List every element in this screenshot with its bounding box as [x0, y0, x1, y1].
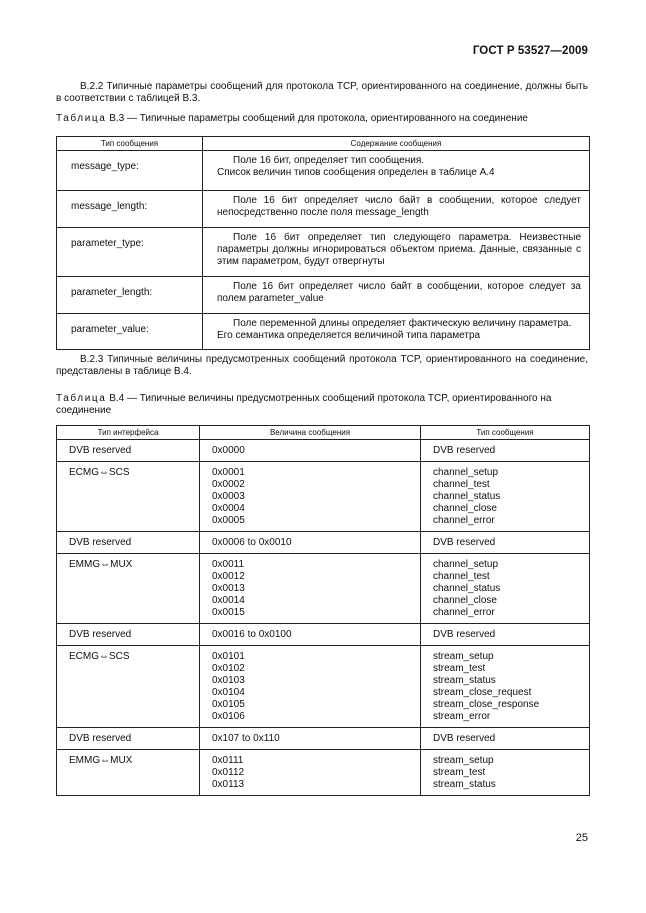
table-b4-body	[57, 440, 590, 796]
message-value-line: 0x0104	[212, 687, 245, 698]
paragraph-b22: В.2.2 Типичные параметры сообщений для протокола TCP, ориентированного на соединение, должны быть в соответствии с таблицей В.3.	[56, 81, 588, 104]
table-row	[57, 624, 590, 646]
message-type-line: channel_close	[433, 595, 497, 606]
message-type-line: channel_close	[433, 503, 497, 514]
message-value-line: 0x0012	[212, 571, 245, 582]
message-value-line: 0x0105	[212, 699, 245, 710]
table-row	[57, 228, 590, 277]
message-type-cell: parameter_length:	[57, 277, 203, 314]
table-row	[57, 314, 590, 350]
description-line: Список величин типов сообщения определен в таблице А.4	[217, 167, 495, 178]
message-value-line: 0x0113	[212, 779, 245, 790]
message-value-line: 0x0013	[212, 583, 245, 594]
message-value-cell	[200, 532, 421, 554]
document-standard-number: ГОСТ Р 53527—2009	[472, 45, 588, 57]
table-row	[57, 750, 590, 796]
message-type-cell	[421, 624, 590, 646]
message-type-line: channel_status	[433, 491, 501, 502]
message-type-cell: message_length:	[57, 191, 203, 228]
message-type-line: channel_error	[433, 515, 495, 526]
message-type-cell	[421, 750, 590, 796]
message-description-cell	[203, 277, 590, 314]
message-type-line: channel_error	[433, 607, 495, 618]
table-row	[57, 191, 590, 228]
message-type-line: DVB reserved	[433, 445, 496, 456]
message-type-line: stream_status	[433, 779, 496, 790]
description-line: Его семантика определяется величиной типа параметра	[217, 330, 481, 341]
interface-type-cell: EMMG⇔MUX	[57, 554, 200, 624]
message-type-line: DVB reserved	[433, 733, 496, 744]
interface-type-cell: ECMG⇔SCS	[57, 646, 200, 728]
message-type-line: stream_status	[433, 675, 496, 686]
message-value-line: 0x0101	[212, 651, 245, 662]
table-label: Таблица	[56, 113, 107, 124]
table-b3-body	[57, 151, 590, 350]
message-type-line: channel_test	[433, 571, 490, 582]
message-value-line: 0x0001	[212, 467, 245, 478]
message-value-line: 0x0011	[212, 559, 245, 570]
table-b3	[56, 136, 590, 350]
message-value-line: 0x0112	[212, 767, 245, 778]
message-value-line: 0x107 to 0x110	[212, 733, 280, 744]
message-value-line: 0x0103	[212, 675, 245, 686]
message-type-line: channel_setup	[433, 559, 499, 570]
message-description-cell	[203, 228, 590, 277]
column-header-interface-type: Тип интерфейса	[57, 426, 200, 440]
message-type-line: channel_setup	[433, 467, 499, 478]
table-row	[57, 151, 590, 191]
message-value-cell	[200, 728, 421, 750]
message-value-line: 0x0006 to 0x0010	[212, 537, 292, 548]
table-b3-caption	[56, 113, 588, 125]
description-line: Поле 16 бит определяет тип следующего параметра. Неизвестные параметры должны игнорироваться объектом приема. Данные, связанные с этим параметром, будут отвергнуты	[217, 232, 581, 267]
message-description-cell	[203, 151, 590, 191]
message-type-line: stream_close_response	[433, 699, 540, 710]
message-value-cell	[200, 646, 421, 728]
interface-type-cell: DVB reserved	[57, 728, 200, 750]
message-type-line: DVB reserved	[433, 629, 496, 640]
message-value-line: 0x0005	[212, 515, 245, 526]
message-type-line: channel_status	[433, 583, 501, 594]
interface-type-cell: EMMG⇔MUX	[57, 750, 200, 796]
message-type-cell: message_type:	[57, 151, 203, 191]
interface-type-cell: ECMG⇔SCS	[57, 462, 200, 532]
message-description-cell	[203, 314, 590, 350]
table-row	[57, 554, 590, 624]
message-description-cell	[203, 191, 590, 228]
message-value-line: 0x0016 to 0x0100	[212, 629, 292, 640]
interface-type-cell: DVB reserved	[57, 624, 200, 646]
message-type-cell	[421, 440, 590, 462]
column-header-message-type: Тип сообщения	[421, 426, 590, 440]
message-type-cell	[421, 728, 590, 750]
page-number: 25	[575, 832, 588, 844]
message-value-cell	[200, 440, 421, 462]
message-value-line: 0x0015	[212, 607, 245, 618]
message-type-cell	[421, 554, 590, 624]
message-value-line: 0x0111	[212, 755, 244, 766]
message-type-line: stream_test	[433, 663, 486, 674]
column-header-message-type: Тип сообщения	[57, 137, 203, 151]
message-value-cell	[200, 624, 421, 646]
message-type-line: channel_test	[433, 479, 490, 490]
table-row	[57, 277, 590, 314]
paragraph-b23: В.2.3 Типичные величины предусмотренных сообщений протокола TCP, ориентированного на соединение, представлены в таблице В.4.	[56, 354, 588, 377]
description-line: Поле 16 бит определяет число байт в сообщении, которое следует за полем parameter_value	[217, 281, 581, 304]
table-caption-text: В.3 — Типичные параметры сообщений для протокола, ориентированного на соединение	[106, 113, 528, 124]
message-type-line: DVB reserved	[433, 537, 496, 548]
table-row	[57, 728, 590, 750]
message-type-cell	[421, 462, 590, 532]
table-b4	[56, 425, 590, 796]
message-value-line: 0x0000	[212, 445, 245, 456]
message-type-cell	[421, 532, 590, 554]
message-type-cell: parameter_type:	[57, 228, 203, 277]
table-b4-caption	[56, 393, 588, 417]
message-type-line: stream_test	[433, 767, 486, 778]
message-type-cell	[421, 646, 590, 728]
message-type-line: stream_setup	[433, 755, 494, 766]
message-value-cell	[200, 554, 421, 624]
message-type-line: stream_setup	[433, 651, 494, 662]
message-value-line: 0x0102	[212, 663, 245, 674]
table-caption-text: В.4 — Типичные величины предусмотренных сообщений протокола TCP, ориентированного на соединение	[56, 393, 552, 416]
message-type-line: stream_error	[433, 711, 491, 722]
column-header-message-content: Содержание сообщения	[203, 137, 590, 151]
table-label: Таблица	[56, 393, 107, 404]
message-type-line: stream_close_request	[433, 687, 532, 698]
message-type-cell: parameter_value:	[57, 314, 203, 350]
table-row	[57, 532, 590, 554]
table-row	[57, 462, 590, 532]
interface-type-cell: DVB reserved	[57, 532, 200, 554]
description-line: Поле 16 бит, определяет тип сообщения.	[233, 155, 425, 166]
message-value-line: 0x0004	[212, 503, 245, 514]
column-header-message-value: Величина сообщения	[200, 426, 421, 440]
message-value-line: 0x0003	[212, 491, 245, 502]
interface-type-cell: DVB reserved	[57, 440, 200, 462]
message-value-line: 0x0014	[212, 595, 245, 606]
table-row	[57, 646, 590, 728]
description-line: Поле переменной длины определяет фактическую величину параметра.	[233, 318, 572, 329]
message-value-cell	[200, 750, 421, 796]
message-value-cell	[200, 462, 421, 532]
table-row	[57, 440, 590, 462]
description-line: Поле 16 бит определяет число байт в сообщении, которое следует непосредственно после поля message_length	[217, 195, 581, 218]
message-value-line: 0x0106	[212, 711, 245, 722]
message-value-line: 0x0002	[212, 479, 245, 490]
